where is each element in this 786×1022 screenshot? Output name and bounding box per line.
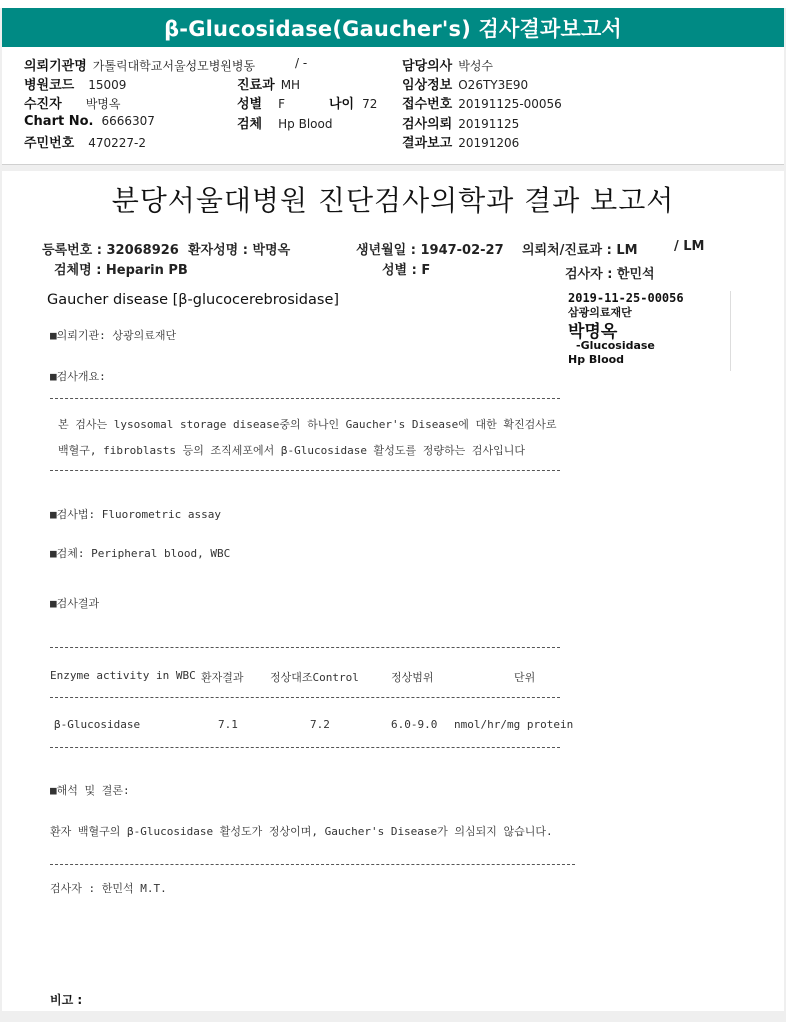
code-label: 병원코드	[24, 78, 75, 93]
chart-value: 6666307	[101, 114, 155, 128]
patient-info-panel	[2, 47, 784, 165]
sex-value: F	[278, 97, 286, 111]
overview-line-1: 본 검사는 lysosomal storage disease중의 하나인 Gaucher's Disease에 대한 확진검사로	[58, 418, 557, 431]
overview-line-2: 백혈구, fibroblasts 등의 조직세포에서 β-Glucosidase 활성도를 정량하는 검사입니다	[58, 444, 525, 457]
age-label: 나이	[329, 97, 355, 112]
divider	[50, 647, 560, 648]
table-cell-enzyme: β-Glucosidase	[54, 718, 141, 731]
rrn-value: 470227-2	[88, 136, 147, 150]
signer: 검사자 : 한민석 M.T.	[50, 882, 167, 895]
table-header-control: 정상대조Control	[270, 671, 359, 684]
sex: 성별 : F	[382, 263, 431, 278]
stamp-sample: Hp Blood	[568, 353, 625, 366]
birth-date: 생년월일 : 1947-02-27	[356, 243, 504, 258]
report-title: 분당서울대병원 진단검사의학과 결과 보고서	[111, 184, 675, 217]
request-value: 20191125	[458, 117, 520, 131]
request-field	[402, 113, 519, 132]
tester: 검사자 : 한민석	[565, 267, 655, 282]
stamp-org: 삼광의료재단	[568, 306, 632, 319]
age-value: 72	[362, 97, 378, 111]
table-cell-unit: nmol/hr/mg protein	[454, 718, 574, 731]
report-banner	[2, 8, 784, 47]
method: ■검사법: Fluorometric assay	[50, 508, 221, 521]
patient-label: 수진자	[24, 97, 62, 112]
clinical-value: O26TY3E90	[458, 78, 529, 92]
receipt-value: 20191125-00056	[458, 97, 562, 111]
specimen-name: 검체명 : Heparin PB	[54, 263, 188, 278]
report-date-value: 20191206	[458, 136, 520, 150]
sample: ■검체: Peripheral blood, WBC	[50, 547, 231, 560]
sex-label: 성별	[237, 97, 263, 112]
table-header-enzyme: Enzyme activity in WBC	[50, 669, 196, 682]
overview-heading: ■검사개요:	[50, 370, 106, 383]
table-header-patient: 환자결과	[201, 671, 244, 684]
stamp-code: 2019-11-25-00056	[568, 291, 684, 305]
divider	[50, 747, 560, 748]
result-heading: ■검사결과	[50, 597, 100, 610]
scanned-report	[2, 171, 784, 1011]
dept-field	[237, 74, 300, 93]
remarks: 비고 :	[50, 993, 83, 1007]
table-cell-patient: 7.1	[218, 718, 238, 731]
chart-label: Chart No.	[24, 114, 94, 129]
rrn-label: 주민번호	[24, 136, 75, 151]
stamp-test: -Glucosidase	[576, 339, 655, 352]
institution: ■의뢰기관: 상광의료재단	[50, 329, 177, 342]
rrn-field	[24, 132, 146, 151]
specimen-field	[237, 113, 332, 132]
doctor-label: 담당의사	[402, 59, 453, 74]
reg-no: 등록번호 : 32068926	[42, 243, 179, 258]
request-label: 검사의뢰	[402, 117, 453, 132]
top-strip	[0, 0, 786, 8]
receipt-field	[402, 93, 562, 112]
ward-value: / -	[295, 56, 308, 70]
dept: 의뢰처/진료과 : LM	[522, 243, 638, 258]
banner-title: β-Glucosidase(Gaucher's) 검사결과보고서	[164, 16, 622, 41]
hospital-value: 가톨릭대학교서울성모병원병동	[92, 59, 256, 73]
specimen-value: Hp Blood	[278, 117, 333, 131]
code-field	[24, 74, 126, 93]
divider	[50, 864, 575, 865]
doctor-field	[402, 55, 493, 74]
specimen-label-stamp	[568, 291, 731, 371]
table-cell-control: 7.2	[310, 718, 330, 731]
hospital-label: 의뢰기관명	[24, 59, 87, 74]
stamp-name: 박명옥	[568, 322, 618, 342]
test-name: Gaucher disease [β-glucocerebrosidase]	[47, 292, 340, 308]
age-field	[329, 93, 377, 112]
dept-value: MH	[280, 78, 301, 92]
interpretation-text: 환자 백혈구의 β-Glucosidase 활성도가 정상이며, Gaucher's Disease가 의심되지 않습니다.	[50, 825, 553, 838]
dept-label: 진료과	[237, 78, 275, 93]
hospital-field	[24, 55, 255, 74]
table-cell-range: 6.0-9.0	[391, 718, 438, 731]
code-value: 15009	[88, 78, 127, 92]
doctor-value: 박성수	[458, 59, 494, 73]
chart-field	[24, 113, 155, 129]
divider	[50, 470, 560, 471]
ward-field	[289, 55, 307, 70]
dept2: / LM	[674, 239, 705, 254]
specimen-label: 검체	[237, 117, 263, 132]
receipt-label: 접수번호	[402, 97, 453, 112]
patient-name: 환자성명 : 박명옥	[188, 243, 291, 258]
patient-field	[24, 93, 120, 112]
report-date-field	[402, 132, 519, 151]
clinical-field	[402, 74, 528, 93]
table-header-range: 정상범위	[391, 671, 434, 684]
interpretation-heading: ■해석 및 결론:	[50, 784, 130, 797]
divider	[50, 697, 560, 698]
divider	[50, 398, 560, 399]
table-header-unit: 단위	[514, 671, 536, 684]
patient-value: 박명옥	[85, 97, 121, 111]
sex-field	[237, 93, 285, 112]
clinical-label: 임상정보	[402, 78, 453, 93]
report-date-label: 결과보고	[402, 136, 453, 151]
